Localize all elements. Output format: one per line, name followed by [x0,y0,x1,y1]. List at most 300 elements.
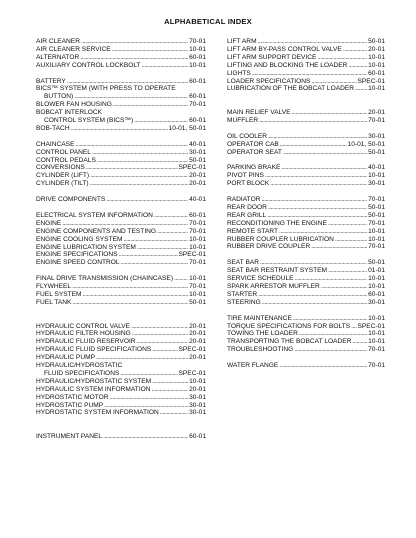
index-entry-label: REAR GRILL [227,211,267,219]
index-entry-page: 40-01 [368,164,385,172]
index-entry[interactable] [227,228,385,236]
index-entry[interactable] [227,109,385,117]
index-entry[interactable] [227,212,385,220]
index-entry-page: 60-01 [189,211,206,219]
index-entry-label: TROUBLESHOOTING [227,346,294,354]
index-entry[interactable] [36,109,206,117]
index-entry-page: 60-01 [368,69,385,77]
index-entry-page: 40-01 [189,140,206,148]
index-entry-label: BUTTON) [44,93,74,101]
index-entry-label: FUEL TANK [36,298,72,306]
index-entry[interactable] [36,354,206,362]
dot-leader [335,236,367,244]
dot-leader [279,362,367,370]
index-spacer [36,267,206,275]
index-entry-page: SPEC-01 [178,369,206,377]
index-entry[interactable] [36,196,206,204]
dot-leader [174,275,188,283]
index-entry[interactable] [36,125,206,133]
index-entry-label: ENGINE LUBRICATION SYSTEM [36,243,136,251]
index-entry[interactable] [227,323,385,331]
index-entry-label: CONTROL PANEL [36,148,91,156]
index-entry-label: WATER FLANGE [227,362,279,370]
index-entry-label: HYDRAULIC FLUID RESERVOIR [36,338,136,346]
dot-leader [252,70,367,78]
index-entry-page: 50-01 [368,38,385,45]
index-entry-label: ENGINE COMPONENTS AND TESTING [36,227,157,235]
dot-leader [83,291,189,299]
index-entry-label: CYLINDER (LIFT) [36,172,90,180]
index-entry-page: 70-01 [189,38,206,45]
index-entry-label: FLUID SPECIFICATIONS [44,369,120,377]
dot-leader [295,275,368,283]
index-entry-page: 20-01 [189,385,206,393]
index-entry-page: 60-01 [189,77,206,85]
dot-leader [112,46,188,54]
index-entry-page: 40-01 [189,196,206,204]
index-spacer [227,251,385,259]
index-entry-page: 70-01 [368,243,385,251]
dot-leader [352,338,367,346]
index-entry-page: 10-01 [189,235,206,243]
index-entry-page: 20-01 [189,338,206,346]
index-entry[interactable] [227,267,385,275]
dot-leader [120,370,177,378]
dot-leader [268,133,367,141]
index-entry-label: LIGHTS [227,69,251,77]
index-entry[interactable] [36,283,206,291]
index-entry-label: CONTROL SYSTEM (BICS™) [44,117,134,125]
index-entry[interactable] [227,149,385,157]
index-entry-page: 30-01 [189,148,206,156]
dot-leader [311,78,356,86]
index-entry-page: 50-01 [189,156,206,164]
dot-leader [281,164,367,172]
index-entry[interactable] [36,101,206,109]
dot-leader [75,141,188,149]
dot-leader [97,157,188,165]
index-entry-label: SEAT BAR [227,259,260,267]
dot-leader [134,117,188,125]
index-entry[interactable] [36,299,206,307]
index-entry[interactable] [36,386,206,394]
index-entry[interactable] [36,85,206,93]
index-entry[interactable] [36,141,206,149]
index-entry-page: 30-01 [368,180,385,188]
dot-leader [261,196,367,204]
dot-leader [86,164,178,172]
index-entry-label: RADIATOR [227,196,261,204]
index-entry-label: HYDRAULIC SYSTEM INFORMATION [36,385,151,393]
index-entry[interactable] [227,38,385,46]
index-entry-page: 30-01 [189,393,206,401]
index-entry-page: 10-01 [368,85,385,93]
index-spacer [227,93,385,101]
index-entry-label: TORQUE SPECIFICATIONS FOR BOLTS [227,322,351,330]
index-spacer [227,101,385,109]
index-entry-page: 60-01 [189,117,206,125]
index-entry-label: HYDRAULIC PUMP [36,354,95,362]
index-entry-label: INSTRUMENT PANEL [36,433,103,441]
index-entry[interactable] [36,228,206,236]
index-entry-page: 70-01 [368,196,385,204]
index-entry[interactable] [36,236,206,244]
index-spacer [227,307,385,315]
index-entry-page: 30-01 [368,298,385,306]
index-entry-page: 70-01 [189,101,206,109]
index-entry-label: LUBRICATION OF THE BOBCAT LOADER [227,85,355,93]
dot-leader [154,212,188,220]
index-entry[interactable] [227,259,385,267]
index-entry-page: 10-01 [368,235,385,243]
dot-leader [317,54,367,62]
index-entry-page: 10-01 [368,53,385,61]
dot-leader [152,346,177,354]
index-entry-label: ELECTRICAL SYSTEM INFORMATION [36,211,153,219]
index-entry-label: HYDRAULIC FLUID SPECIFICATIONS [36,346,152,354]
dot-leader [270,180,367,188]
dot-leader [72,283,188,291]
index-entry-label: REMOTE START [227,227,279,235]
index-entry-label: HYDROSTATIC MOTOR [36,393,109,401]
index-spacer [36,315,206,323]
index-entry-page: 70-01 [368,219,385,227]
index-entry-label: RUBBER COUPLER LUBRICATION [227,235,334,243]
index-entry[interactable] [227,236,385,244]
index-entry-page: 30-01 [368,132,385,140]
index-entry-page: 20-01 [189,330,206,338]
index-entry-page: 10-01 [368,330,385,338]
index-entry[interactable] [36,291,206,299]
index-spacer [36,307,206,315]
dot-leader [96,354,188,362]
index-entry[interactable] [36,275,206,283]
index-entry-page: 70-01 [189,227,206,235]
index-entry-label: HYDRAULIC CONTROL VALVE [36,322,131,330]
dot-leader [119,251,178,259]
dot-leader [152,386,189,394]
index-entry-page: 30-01 [189,401,206,409]
dot-leader [137,338,189,346]
index-entry[interactable] [227,133,385,141]
dot-leader [355,85,367,93]
index-entry[interactable] [36,164,206,172]
index-entry-page: 10-01 [189,275,206,283]
index-entry-label: CONTROL PEDALS [36,156,96,164]
dot-leader [260,259,367,267]
dot-leader [311,243,367,251]
index-entry-label: SERVICE SCHEDULE [227,275,294,283]
index-entry-page: SPEC-01 [357,322,385,330]
dot-leader [299,330,367,338]
index-entry-page: 70-01 [189,219,206,227]
index-entry-page: SPEC-01 [357,77,385,85]
index-entry[interactable] [36,220,206,228]
index-entry-label: ENGINE SPEED CONTROL [36,259,120,267]
index-entry-page: 20-01 [189,354,206,362]
dot-leader [258,291,367,299]
dot-leader [132,330,188,338]
index-entry-page: 10-01 [368,275,385,283]
index-entry[interactable] [36,402,206,410]
index-entry-label: AIR CLEANER [36,38,80,45]
index-entry-label: BLOWER FAN HOUSING [36,101,112,109]
dot-leader [142,62,189,70]
dot-leader [262,299,367,307]
dot-leader [81,38,188,46]
index-entry[interactable] [36,212,206,220]
dot-leader [92,149,188,157]
index-entry[interactable] [36,409,206,417]
index-entry[interactable] [36,117,206,125]
index-entry-page: 20-01 [368,109,385,117]
dot-leader [123,236,188,244]
index-spacer [227,157,385,165]
index-entry[interactable] [36,78,206,86]
index-entry[interactable] [36,157,206,165]
index-entry[interactable] [36,62,206,70]
index-entry-page: 20-01 [189,180,206,188]
dot-leader [90,180,188,188]
index-entry-page: 70-01 [189,259,206,267]
dot-leader [110,394,189,402]
index-entry-page: 10-01 [189,377,206,385]
index-spacer [36,133,206,141]
index-entry[interactable] [36,362,206,370]
dot-leader [265,172,367,180]
index-entry-label: OIL COOLER [227,132,268,140]
index-entry[interactable] [36,323,206,331]
index-entry-label: LOADER SPECIFICATIONS [227,77,311,85]
dot-leader [72,299,188,307]
index-spacer [36,204,206,212]
index-entry-page: 50-01 [368,148,385,156]
page-title: ALPHABETICAL INDEX [164,17,252,26]
index-entry-page: 50-01 [368,259,385,267]
dot-leader [343,46,367,54]
dot-leader [294,346,367,354]
index-entry-page: 10-01 [368,61,385,69]
index-entry[interactable] [227,275,385,283]
index-entry-label: PARKING BRAKE [227,164,281,172]
index-entry[interactable] [227,220,385,228]
index-entry-label: HYDRAULIC/HYDROSTATIC [36,362,123,370]
dot-leader [321,283,367,291]
index-entry-page: 10-01 [189,290,206,298]
index-entry[interactable] [36,394,206,402]
index-entry-page: 01-01 [368,267,385,275]
index-entry-page: 60-01 [368,290,385,298]
index-column-right [227,38,385,370]
index-entry[interactable] [36,244,206,252]
index-entry[interactable] [227,70,385,78]
index-entry-page: 10-01 [189,61,206,69]
index-entry-label: HYDRAULIC FILTER HOUSING [36,330,131,338]
index-entry-page: 70-01 [368,362,385,370]
index-entry[interactable] [36,172,206,180]
index-entry[interactable] [36,433,206,441]
index-entry-page: 70-01 [368,346,385,354]
index-entry-page: 50-01 [189,298,206,306]
index-entry[interactable] [227,78,385,86]
index-entry[interactable] [227,243,385,251]
index-spacer [36,425,206,433]
index-entry-label: ENGINE SPECIFICATIONS [36,251,118,259]
index-entry-page: 10-01, 50-01 [347,140,385,148]
index-entry-page: SPEC-01 [178,346,206,354]
index-entry-label: HYDRAULIC/HYDROSTATIC SYSTEM [36,377,152,385]
dot-leader [103,433,188,441]
index-entry-label: LIFTING AND BLOCKING THE LOADER [227,61,348,69]
index-column-left [36,38,206,441]
index-entry-label: REAR DOOR [227,203,267,211]
index-entry[interactable] [36,370,206,378]
index-entry-page: 60-01 [189,53,206,61]
index-entry[interactable] [227,291,385,299]
index-entry-label: ALTERNATOR [36,53,80,61]
index-entry-page: 60-01 [189,433,206,441]
index-entry-label: HYDROSTATIC PUMP [36,401,104,409]
index-entry[interactable] [36,38,206,46]
index-entry-label: RECONDITIONING THE ENGINE [227,219,327,227]
dot-leader [62,220,188,228]
index-entry[interactable] [36,180,206,188]
index-entry-label: AIR CLEANER SERVICE [36,45,111,53]
dot-leader [258,38,368,46]
index-entry-label: STARTER [227,290,258,298]
index-entry[interactable] [227,346,385,354]
index-entry-label: DRIVE COMPONENTS [36,196,106,204]
index-entry[interactable] [227,85,385,93]
index-entry[interactable] [227,204,385,212]
index-entry[interactable] [36,259,206,267]
index-entry-page: 50-01 [368,203,385,211]
dot-leader [293,315,367,323]
dot-leader [328,220,367,228]
index-entry[interactable] [227,54,385,62]
dot-leader [106,196,188,204]
index-entry[interactable] [227,283,385,291]
index-entry[interactable] [36,338,206,346]
dot-leader [283,149,367,157]
index-entry[interactable] [227,330,385,338]
index-entry[interactable] [227,196,385,204]
index-entry[interactable] [227,62,385,70]
index-spacer [36,417,206,425]
index-entry-label: FINAL DRIVE TRANSMISSION (CHAINCASE) [36,275,174,283]
index-entry-label: TRANSPORTING THE BOBCAT LOADER [227,338,352,346]
index-entry-page: 20-01 [368,45,385,53]
index-entry[interactable] [227,180,385,188]
dot-leader [267,212,367,220]
index-entry-label: BOBCAT INTERLOCK [36,109,103,117]
index-entry-label: ENGINE [36,219,62,227]
dot-leader [90,172,188,180]
index-entry-label: SPARK ARRESTOR MUFFLER [227,283,320,290]
index-entry-page: 10-01 [368,338,385,346]
dot-leader [80,54,188,62]
index-entry[interactable] [227,338,385,346]
index-entry[interactable] [227,172,385,180]
index-entry-page: 10-01 [368,314,385,322]
index-entry-label: OPERATOR SEAT [227,148,282,156]
dot-leader [104,402,188,410]
index-entry-label: LIFT ARM SUPPORT DEVICE [227,53,317,61]
index-entry-page: 10-01 [189,45,206,53]
index-entry-label: AUXILIARY CONTROL LOCKBOLT [36,61,141,69]
index-spacer [36,70,206,78]
index-entry-label: TOWING THE LOADER [227,330,298,338]
index-spacer [227,188,385,196]
index-entry[interactable] [227,299,385,307]
dot-leader [152,378,188,386]
index-entry[interactable] [36,93,206,101]
index-entry-page: 70-01 [368,117,385,125]
index-entry[interactable] [36,378,206,386]
index-entry[interactable] [36,251,206,259]
dot-leader [279,228,367,236]
index-entry-label: CONVERSIONS [36,164,85,172]
dot-leader [268,204,367,212]
index-entry-label: LIFT ARM [227,38,257,45]
index-entry[interactable] [36,346,206,354]
index-entry-page: 10-01 [368,172,385,180]
index-entry-page: 10-01 [189,243,206,251]
index-entry[interactable] [227,141,385,149]
index-entry[interactable] [227,315,385,323]
index-entry-label: CHAINCASE [36,140,75,148]
index-entry-label: BICS™ SYSTEM (WITH PRESS TO OPERATE [36,85,176,93]
index-entry-page: 70-01 [189,283,206,291]
index-entry-label: STEERING [227,298,261,306]
dot-leader [280,141,347,149]
index-entry-page: 60-01 [189,93,206,101]
index-entry[interactable] [36,54,206,62]
index-entry-label: PORT BLOCK [227,180,270,188]
index-entry[interactable] [36,330,206,338]
dot-leader [131,323,188,331]
dot-leader [113,101,188,109]
index-entry-page: 10-01, 50-01 [168,124,206,132]
dot-leader [328,267,367,275]
index-entry[interactable] [36,46,206,54]
dot-leader [74,93,188,101]
index-entry-label: MUFFLER [227,117,259,125]
dot-leader [71,125,168,133]
index-spacer [36,188,206,196]
dot-leader [160,409,188,417]
index-entry-label: LIFT ARM BY-PASS CONTROL VALVE [227,45,342,53]
index-entry[interactable] [227,362,385,370]
dot-leader [292,109,368,117]
index-entry[interactable] [227,117,385,125]
index-entry-page: 10-01 [368,227,385,235]
index-entry-page: 30-01 [189,409,206,417]
dot-leader [157,228,188,236]
index-entry-page: 20-01 [189,322,206,330]
index-entry-page: 20-01 [189,172,206,180]
index-entry-label: BATTERY [36,77,66,85]
index-entry-label: RUBBER DRIVE COUPLER [227,243,311,251]
index-entry-label: PIVOT PINS [227,172,264,180]
dot-leader [121,259,189,267]
index-entry[interactable] [227,164,385,172]
index-entry[interactable] [36,149,206,157]
index-entry-label: SEAT BAR RESTRAINT SYSTEM [227,267,328,275]
index-entry-page: SPEC-01 [178,251,206,259]
index-entry[interactable] [227,46,385,54]
index-entry-label: TIRE MAINTENANCE [227,314,292,322]
